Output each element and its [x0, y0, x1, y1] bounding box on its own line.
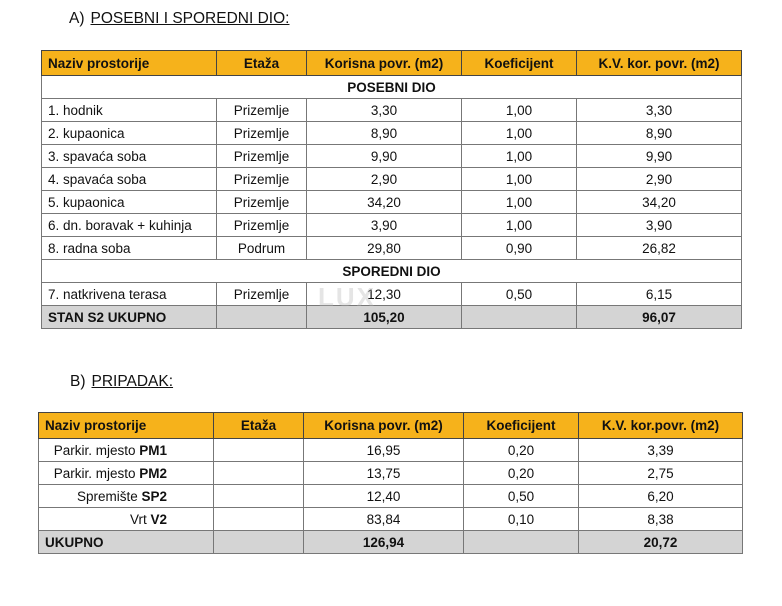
cell-naziv: [39, 462, 214, 485]
cell-etaza: Prizemlje: [217, 214, 307, 237]
cell-korisna: 9,90: [307, 145, 462, 168]
cell-koeficijent: 1,00: [462, 145, 577, 168]
total-cell: [217, 306, 307, 329]
cell-kv: 8,90: [577, 122, 742, 145]
cell-etaza: Prizemlje: [217, 145, 307, 168]
section-a-prefix: A): [69, 10, 85, 27]
table-row: [39, 439, 743, 462]
cell-koeficijent: 0,50: [462, 283, 577, 306]
cell-etaza: Prizemlje: [217, 122, 307, 145]
cell-koeficijent: 1,00: [462, 99, 577, 122]
cell-naziv: 6. dn. boravak + kuhinja: [42, 214, 217, 237]
total-cell: [462, 306, 577, 329]
cell-koeficijent: 0,20: [464, 462, 579, 485]
table-row: [42, 237, 742, 260]
section-b-prefix: B): [70, 373, 86, 390]
cell-kv: 6,15: [577, 283, 742, 306]
header-koeficijent: Koeficijent: [462, 51, 577, 76]
cell-kv: 8,38: [579, 508, 743, 531]
cell-koeficijent: 0,20: [464, 439, 579, 462]
total-row: [39, 531, 743, 554]
cell-korisna: 12,40: [304, 485, 464, 508]
table-row: [42, 191, 742, 214]
cell-etaza: [214, 485, 304, 508]
total-label: UKUPNO: [39, 531, 214, 554]
header-koeficijent: Koeficijent: [464, 413, 579, 439]
header-kv: K.V. kor.povr. (m2): [579, 413, 743, 439]
cell-korisna: 3,30: [307, 99, 462, 122]
cell-naziv-code: V2: [150, 511, 167, 527]
table-row: [42, 122, 742, 145]
cell-naziv-code: PM1: [139, 442, 167, 458]
total-kv: 96,07: [577, 306, 742, 329]
cell-naziv-text: Vrt: [129, 511, 151, 527]
cell-naziv: 5. kupaonica: [42, 191, 217, 214]
table-row: [39, 508, 743, 531]
cell-naziv: 4. spavaća soba: [42, 168, 217, 191]
cell-koeficijent: 1,00: [462, 191, 577, 214]
table-row: [42, 99, 742, 122]
total-cell: [464, 531, 579, 554]
cell-naziv: 8. radna soba: [42, 237, 217, 260]
cell-naziv: [39, 439, 214, 462]
table-header-row: [42, 51, 742, 76]
total-row: [42, 306, 742, 329]
cell-korisna: 8,90: [307, 122, 462, 145]
cell-kv: 2,75: [579, 462, 743, 485]
table-row: [42, 168, 742, 191]
group-row-posebni: [42, 76, 742, 99]
cell-korisna: 3,90: [307, 214, 462, 237]
section-b-title: [70, 373, 173, 391]
cell-korisna: 34,20: [307, 191, 462, 214]
cell-naziv-text: Parkir. mjesto: [53, 442, 140, 458]
cell-etaza: Prizemlje: [217, 283, 307, 306]
group-label: SPOREDNI DIO: [42, 260, 742, 283]
cell-koeficijent: 1,00: [462, 214, 577, 237]
cell-korisna: 83,84: [304, 508, 464, 531]
cell-korisna: 16,95: [304, 439, 464, 462]
cell-etaza: [214, 462, 304, 485]
cell-naziv: 1. hodnik: [42, 99, 217, 122]
table-row: [39, 485, 743, 508]
cell-etaza: [214, 508, 304, 531]
header-naziv: Naziv prostorije: [42, 51, 217, 76]
cell-kv: 26,82: [577, 237, 742, 260]
table-row: [42, 283, 742, 306]
cell-korisna: 2,90: [307, 168, 462, 191]
cell-kv: 3,30: [577, 99, 742, 122]
header-etaza: Etaža: [217, 51, 307, 76]
header-kv: K.V. kor. povr. (m2): [577, 51, 742, 76]
total-label: STAN S2 UKUPNO: [42, 306, 217, 329]
total-area: 126,94: [304, 531, 464, 554]
total-cell: [214, 531, 304, 554]
cell-naziv: 7. natkrivena terasa: [42, 283, 217, 306]
group-row-sporedni: [42, 260, 742, 283]
cell-korisna: 12,30: [307, 283, 462, 306]
table-pripadak: [38, 412, 743, 554]
header-etaza: Etaža: [214, 413, 304, 439]
table-header-row: [39, 413, 743, 439]
cell-naziv: 2. kupaonica: [42, 122, 217, 145]
table-row: [42, 145, 742, 168]
cell-koeficijent: 0,50: [464, 485, 579, 508]
cell-kv: 9,90: [577, 145, 742, 168]
cell-naziv-code: PM2: [139, 465, 167, 481]
header-naziv: Naziv prostorije: [39, 413, 214, 439]
cell-kv: 2,90: [577, 168, 742, 191]
group-label: POSEBNI DIO: [42, 76, 742, 99]
total-area: 105,20: [307, 306, 462, 329]
total-kv: 20,72: [579, 531, 743, 554]
cell-etaza: Prizemlje: [217, 99, 307, 122]
cell-etaza: Prizemlje: [217, 191, 307, 214]
watermark: LUX: [318, 282, 376, 312]
cell-naziv: [39, 508, 214, 531]
table-posebni-sporedni: [41, 50, 742, 329]
cell-korisna: 13,75: [304, 462, 464, 485]
table-row: [42, 214, 742, 237]
cell-koeficijent: 1,00: [462, 122, 577, 145]
cell-naziv: [39, 485, 214, 508]
section-a-title: [69, 10, 289, 28]
cell-naziv: 3. spavaća soba: [42, 145, 217, 168]
cell-etaza: [214, 439, 304, 462]
cell-etaza: Podrum: [217, 237, 307, 260]
cell-kv: 34,20: [577, 191, 742, 214]
cell-kv: 3,39: [579, 439, 743, 462]
cell-naziv-code: SP2: [141, 488, 167, 504]
header-korisna: Korisna povr. (m2): [304, 413, 464, 439]
cell-kv: 6,20: [579, 485, 743, 508]
section-b-title-text: PRIPADAK:: [91, 373, 174, 390]
cell-etaza: Prizemlje: [217, 168, 307, 191]
section-a-title-text: POSEBNI I SPOREDNI DIO:: [90, 10, 290, 27]
cell-koeficijent: 1,00: [462, 168, 577, 191]
table-row: [39, 462, 743, 485]
cell-korisna: 29,80: [307, 237, 462, 260]
cell-naziv-text: Parkir. mjesto: [53, 465, 140, 481]
cell-koeficijent: 0,10: [464, 508, 579, 531]
cell-koeficijent: 0,90: [462, 237, 577, 260]
cell-kv: 3,90: [577, 214, 742, 237]
cell-naziv-text: Spremište: [76, 488, 142, 504]
header-korisna: Korisna povr. (m2): [307, 51, 462, 76]
